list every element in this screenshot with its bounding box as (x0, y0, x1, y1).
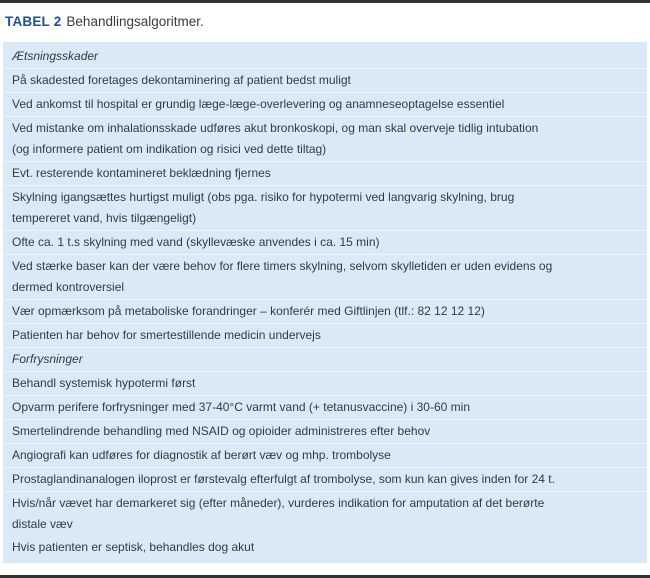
row-text: Forfrysninger (12, 352, 83, 366)
row-text: distale væv (12, 517, 73, 531)
table-row (3, 443, 647, 467)
row-text: tempereret vand, hvis tilgængeligt) (12, 211, 197, 225)
table-row (3, 536, 647, 559)
table-row (3, 299, 647, 323)
table-row (3, 323, 647, 347)
table-row (3, 467, 647, 491)
row-text: Opvarm perifere forfrysninger med 37-40°C varmt vand (+ tetanusvaccine) i 30-60 min (12, 400, 470, 414)
section-header-row (3, 347, 647, 371)
row-text: Patienten har behov for smertestillende medicin undervejs (12, 328, 321, 342)
row-text: Angiografi kan udføres for diagnostik af berørt væv og mhp. trombolyse (12, 448, 391, 462)
table-row (3, 254, 647, 299)
row-text: Ved ankomst til hospital er grundig læge-læge-overlevering og anamneseoptagelse essentiel (12, 97, 505, 111)
table-title (0, 3, 650, 42)
row-text: Behandl systemisk hypotermi først (12, 376, 196, 390)
table-caption: Behandlingsalgoritmer. (66, 14, 204, 29)
row-text: Skylning igangsættes hurtigst muligt (obs pga. risiko for hypotermi ved langvarig skylning, brug (12, 190, 515, 204)
row-text: Smertelindrende behandling med NSAID og opioider administreres efter behov (12, 424, 431, 438)
bottom-spacer (0, 563, 650, 575)
table-row (3, 491, 647, 536)
treatment-table (3, 42, 647, 563)
row-text: Ætsningsskader (12, 49, 99, 63)
row-text: Hvis/når vævet har demarkeret sig (efter måneder), vurderes indikation for amputation af det berørte (12, 496, 545, 510)
table-row (3, 116, 647, 161)
table-row (3, 161, 647, 185)
row-text: Ofte ca. 1 t.s skylning med vand (skyllevæske anvendes i ca. 15 min) (12, 235, 380, 249)
row-text: Hvis patienten er septisk, behandles dog akut (12, 540, 255, 554)
table-row (3, 92, 647, 116)
table-row (3, 185, 647, 230)
section-header-row (3, 45, 647, 68)
row-text: Evt. resterende kontamineret beklædning fjernes (12, 166, 271, 180)
table-number-label: TABEL 2 (5, 14, 62, 29)
row-text: Ved stærke baser kan der være behov for flere timers skylning, selvom skylletiden er uden evidens og (12, 259, 553, 273)
table-row (3, 230, 647, 254)
row-text: dermed kontroversiel (12, 280, 125, 294)
row-text: Ved mistanke om inhalationsskade udføres akut bronkoskopi, og man skal overveje tidlig intubation (12, 121, 539, 135)
row-text: Vær opmærksom på metaboliske forandringer – konferér med Giftlinjen (tlf.: 82 12 12 12) (12, 304, 485, 318)
row-text: (og informere patient om indikation og risici ved dette tiltag) (12, 142, 327, 156)
table-row (3, 68, 647, 92)
table-row (3, 395, 647, 419)
row-text: Prostaglandinanalogen iloprost er førstevalg efterfulgt af trombolyse, som kun kan gives inden for 24 t. (12, 472, 555, 486)
table-row (3, 419, 647, 443)
table-row (3, 371, 647, 395)
row-text: På skadested foretages dekontaminering af patient bedst muligt (12, 73, 351, 87)
